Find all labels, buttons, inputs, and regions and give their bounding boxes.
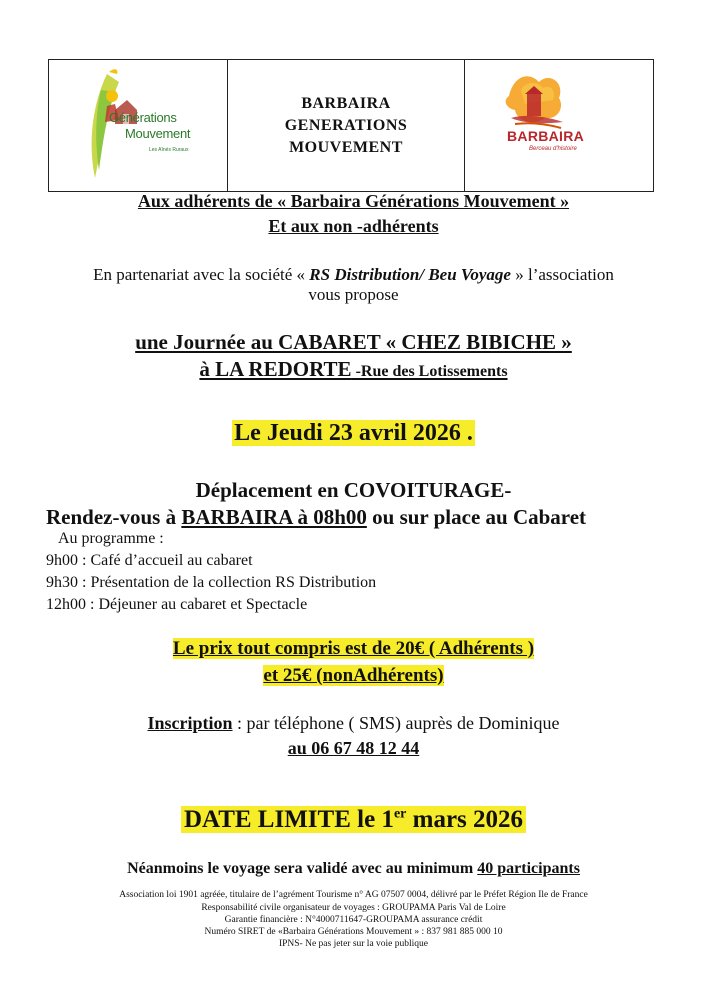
footer-line: Association loi 1901 agréée, titulaire de l’agrément Tourisme n° AG 07507 0004, délivré par le Préfet Région Ile de France bbox=[119, 890, 588, 900]
audience-line-1: Aux adhérents de « Barbaira Générations Mouvement » bbox=[137, 191, 570, 211]
partnership-line-2: vous propose bbox=[308, 285, 399, 304]
footer-line: Responsabilité civile organisateur de voyages : GROUPAMA Paris Val de Loire bbox=[201, 903, 506, 913]
header-title bbox=[228, 60, 465, 191]
gm-logo-line1: Générations bbox=[109, 110, 177, 125]
program-item: 9h30 : Présentation de la collection RS Distribution bbox=[46, 574, 377, 591]
header-title-line-2: GENERATIONS bbox=[284, 116, 408, 134]
barbaira-logo-graphic bbox=[465, 60, 653, 191]
partnership-line-1: En partenariat avec la société « RS Distribution/ Beu Voyage » l’association bbox=[93, 265, 614, 284]
gm-logo-line2: Mouvement bbox=[125, 126, 191, 141]
program-heading: Au programme : bbox=[58, 530, 164, 547]
registration-line-1: Inscription : par téléphone ( SMS) auprès de Dominique bbox=[147, 713, 560, 733]
generations-mouvement-logo bbox=[49, 60, 228, 191]
header-title-line-3: MOUVEMENT bbox=[289, 138, 403, 156]
header-box bbox=[48, 59, 654, 192]
barbaira-logo-name: BARBAIRA bbox=[507, 128, 585, 144]
footer-line: Numéro SIRET de «Barbaira Générations Mouvement » : 837 981 885 000 10 bbox=[204, 927, 503, 937]
event-date: Le Jeudi 23 avril 2026 . bbox=[234, 420, 473, 446]
footer-line: Garantie financière : N°4000711647-GROUPAMA assurance crédit bbox=[224, 915, 483, 925]
registration-phone: au 06 67 48 12 44 bbox=[287, 738, 420, 758]
partner-company: RS Distribution/ Beu Voyage bbox=[309, 265, 511, 284]
travel-line-2: Rendez-vous à BARBAIRA à 08h00 ou sur place au Cabaret bbox=[46, 505, 587, 529]
meeting-point: BARBAIRA à 08h00 bbox=[181, 505, 367, 529]
event-location: à LA REDORTE -Rue des Lotissements bbox=[199, 357, 508, 381]
deadline: DATE LIMITE le 1er mars 2026 bbox=[0, 806, 707, 834]
price-line-2: et 25€ (nonAdhérents) bbox=[263, 665, 444, 686]
barbaira-logo-tagline: Berceau d'histoire bbox=[529, 146, 577, 152]
minimum-participants: Néanmoins le voyage sera validé avec au minimum 40 participants bbox=[127, 860, 580, 877]
barbaira-logo bbox=[465, 60, 653, 191]
price-line-1: Le prix tout compris est de 20€ ( Adhérents ) bbox=[172, 638, 535, 659]
travel-line-1: Déplacement en COVOITURAGE- bbox=[195, 478, 512, 502]
header-title-line-1: BARBAIRA bbox=[301, 94, 391, 112]
registration-label: Inscription bbox=[147, 713, 233, 733]
audience-line-2: Et aux non -adhérents bbox=[268, 216, 439, 236]
gm-logo-tagline: Les Aînés Ruraux bbox=[149, 147, 189, 153]
program-item: 9h00 : Café d’accueil au cabaret bbox=[46, 552, 253, 569]
footer-line: IPNS- Ne pas jeter sur la voie publique bbox=[278, 939, 429, 949]
program-item: 12h00 : Déjeuner au cabaret et Spectacle bbox=[46, 596, 308, 613]
event-title: une Journée au CABARET « CHEZ BIBICHE » bbox=[135, 330, 572, 354]
